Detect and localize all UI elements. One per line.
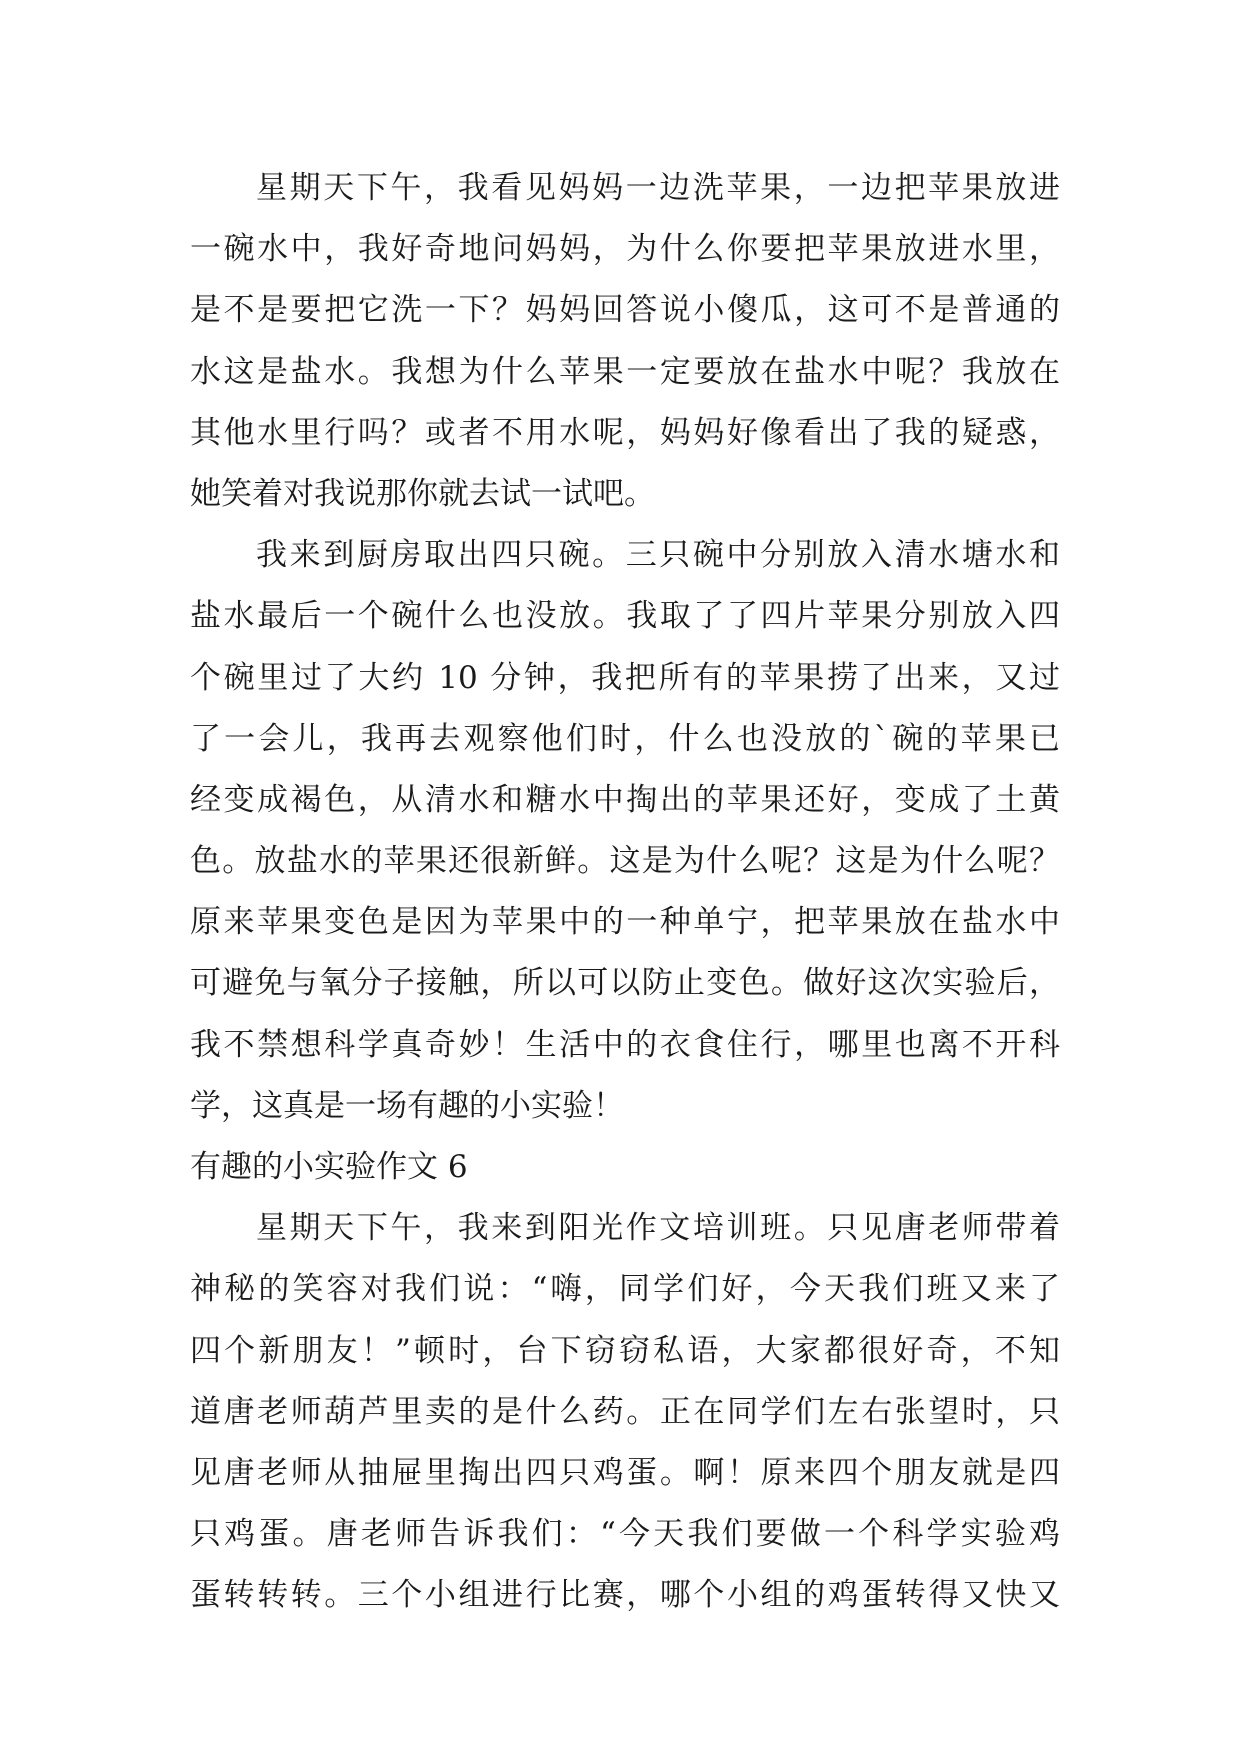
paragraph-3-line-2: 神秘的笑容对我们说：“嗨，同学们好，今天我们班又来了 xyxy=(190,1271,1060,1308)
paragraph-2-line-9: 我不禁想科学真奇妙！生活中的衣食住行，哪里也离不开科 xyxy=(190,1026,1060,1063)
paragraph-1-line-6: 她笑着对我说那你就去试一试吧。 xyxy=(190,475,655,512)
paragraph-1-line-4: 水这是盐水。我想为什么苹果一定要放在盐水中呢？我放在 xyxy=(190,353,1060,390)
paragraph-3-line-3: 四个新朋友！”顿时，台下窃窃私语，大家都很好奇，不知 xyxy=(190,1332,1060,1369)
paragraph-2-line-4: 了一会儿，我再去观察他们时，什么也没放的`碗的苹果已 xyxy=(190,720,1060,757)
paragraph-1-line-5: 其他水里行吗？或者不用水呢，妈妈好像看出了我的疑惑， xyxy=(190,414,1060,451)
paragraph-2-line-1: 我来到厨房取出四只碗。三只碗中分别放入清水塘水和 xyxy=(256,537,1060,574)
paragraph-1-line-3: 是不是要把它洗一下？妈妈回答说小傻瓜，这可不是普通的 xyxy=(190,292,1060,329)
paragraph-2-line-8: 可避免与氧分子接触，所以可以防止变色。做好这次实验后， xyxy=(190,965,1060,1002)
paragraph-3-line-6: 只鸡蛋。唐老师告诉我们：“今天我们要做一个科学实验鸡 xyxy=(190,1516,1060,1553)
document-body xyxy=(190,158,1060,1627)
paragraph-2-line-3: 个碗里过了大约 10 分钟，我把所有的苹果捞了出来，又过 xyxy=(190,659,1060,696)
paragraph-2-line-6: 色。放盐水的苹果还很新鲜。这是为什么呢？这是为什么呢？ xyxy=(190,843,1060,880)
paragraph-2-line-2: 盐水最后一个碗什么也没放。我取了了四片苹果分别放入四 xyxy=(190,598,1060,635)
paragraph-3-line-5: 见唐老师从抽屉里掏出四只鸡蛋。啊！原来四个朋友就是四 xyxy=(190,1454,1060,1491)
paragraph-2-line-10: 学，这真是一场有趣的小实验！ xyxy=(190,1087,624,1124)
paragraph-1-line-1: 星期天下午，我看见妈妈一边洗苹果，一边把苹果放进 xyxy=(256,170,1060,206)
paragraph-3-line-1: 星期天下午，我来到阳光作文培训班。只见唐老师带着 xyxy=(256,1210,1060,1247)
paragraph-1-line-2: 一碗水中，我好奇地问妈妈，为什么你要把苹果放进水里， xyxy=(190,231,1060,268)
paragraph-3-line-7: 蛋转转转。三个小组进行比赛，哪个小组的鸡蛋转得又快又 xyxy=(190,1577,1060,1614)
section-heading: 有趣的小实验作文 6 xyxy=(190,1149,468,1185)
paragraph-2-line-7: 原来苹果变色是因为苹果中的一种单宁，把苹果放在盐水中 xyxy=(190,904,1060,941)
paragraph-2-line-5: 经变成褐色，从清水和糖水中掏出的苹果还好，变成了土黄 xyxy=(190,781,1060,818)
paragraph-3-line-4: 道唐老师葫芦里卖的是什么药。正在同学们左右张望时，只 xyxy=(190,1393,1060,1430)
